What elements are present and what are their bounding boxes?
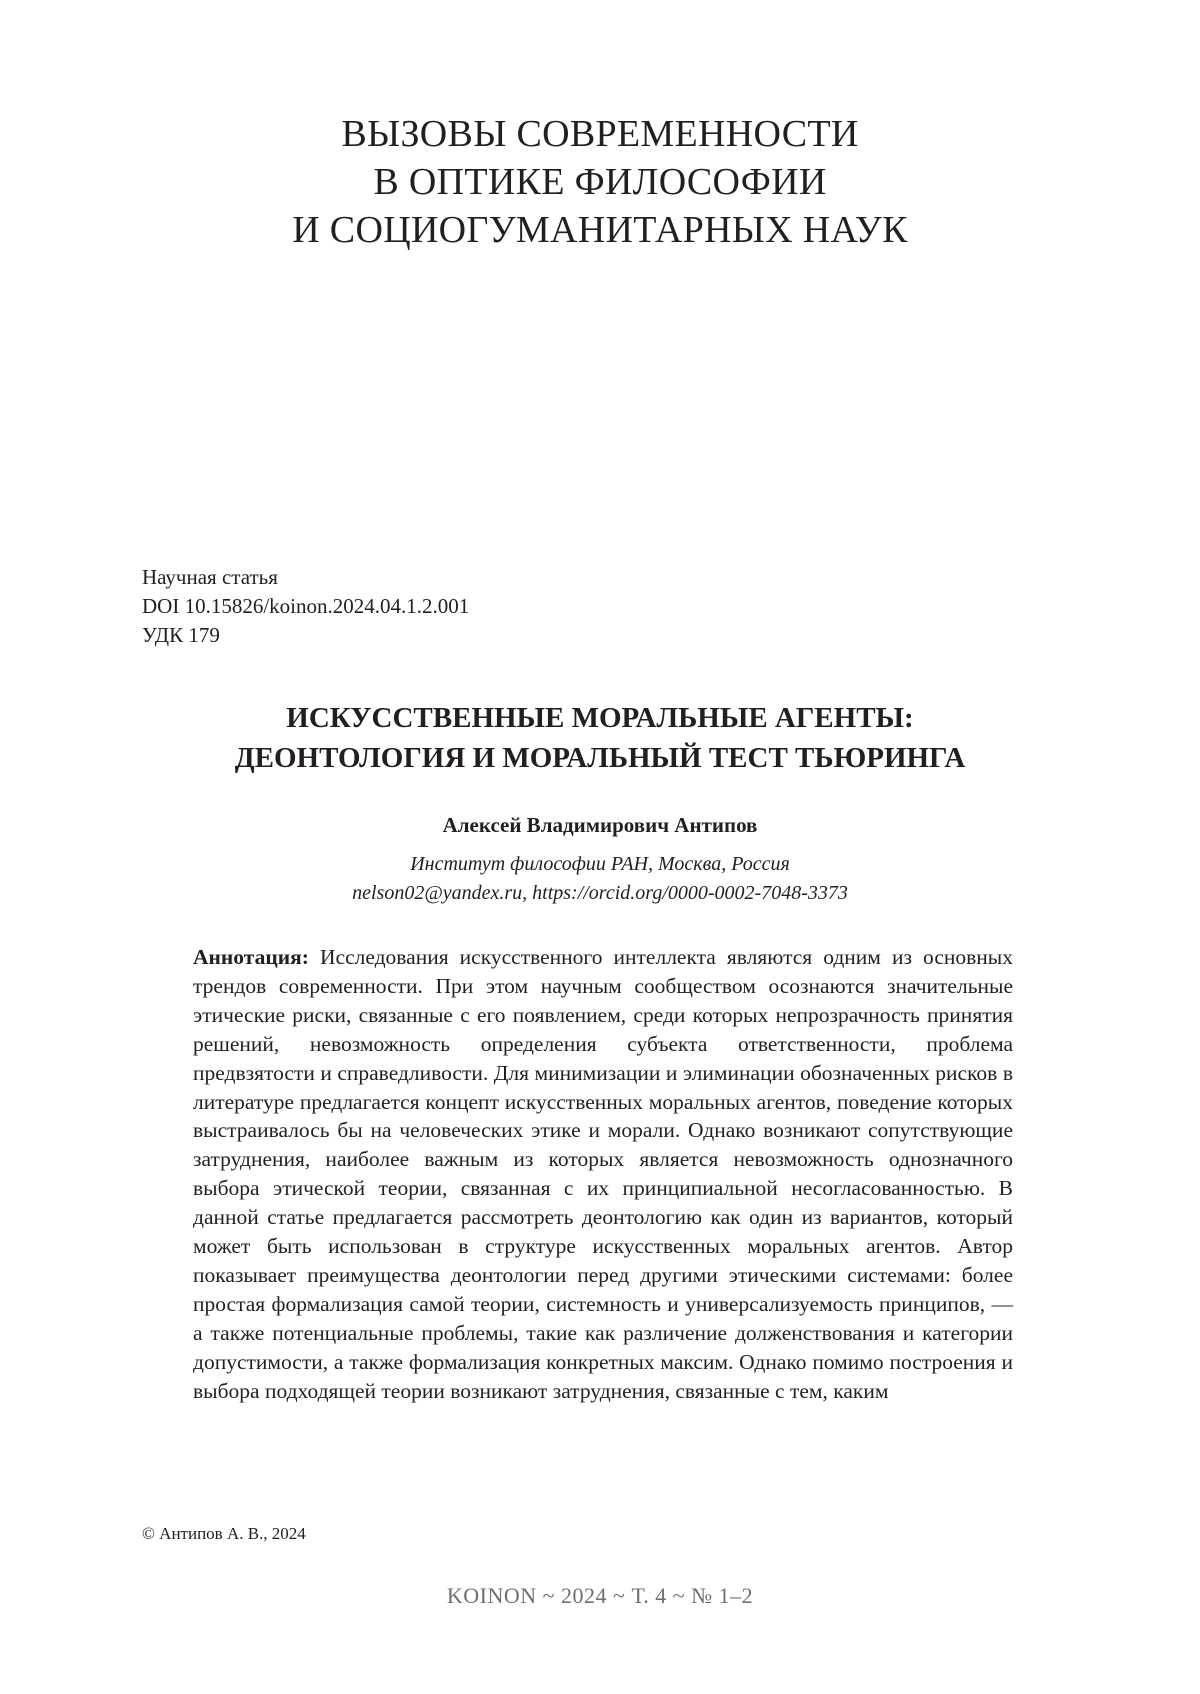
author-affiliation-block (0, 850, 1200, 908)
abstract (193, 943, 1013, 1406)
abstract-text: Исследования искусственного интеллекта являются одним из основных трендов современности. При этом научным сообществом осозна­ются значительные этические риски, связанные с его появлением, среди кото­рых непрозрачность принятия решений, невозможность определения субъекта ответственности, проблема предвзятости и справедливости. Для минимиза­ции и элиминации обозначенных рисков в литературе предлагается концепт искусственных моральных агентов, поведение которых выстраивалось бы на человеческих этике и морали. Однако возникают сопутствующие затруд­нения, наиболее важным из которых является невозможность однозначного выбора этической теории, связанная с их принципиальной несогласован­ностью. В данной статье предлагается рассмотреть деонтологию как один из вариантов, который может быть использован в структуре искусственных моральных агентов. Автор показывает преимущества деонтологии перед дру­гими этическими системами: более простая формализация самой теории, системность и универсализуемость принципов, — а также потенциальные проблемы, такие как различение долженствования и категории допустимо­сти, а также формализация конкретных максим. Однако помимо построения и выбора подходящей теории возникают затруднения, связанные с тем, каким (193, 945, 1013, 1403)
author-contacts: nelson02@yandex.ru, https://orcid.org/0000-0002-7048-3373 (0, 879, 1200, 908)
author-name: Алексей Владимирович Антипов (0, 810, 1200, 840)
doi: DOI 10.15826/koinon.2024.04.1.2.001 (142, 592, 469, 621)
section-heading (0, 110, 1200, 254)
copyright: © Антипов А. В., 2024 (142, 1522, 306, 1546)
section-heading-line: ВЫЗОВЫ СОВРЕМЕННОСТИ (0, 110, 1200, 158)
udk: УДК 179 (142, 621, 469, 650)
article-title-line: ДЕОНТОЛОГИЯ И МОРАЛЬНЫЙ ТЕСТ ТЬЮРИНГА (0, 738, 1200, 778)
section-heading-line: И СОЦИОГУМАНИТАРНЫХ НАУК (0, 206, 1200, 254)
article-title-line: ИСКУССТВЕННЫЕ МОРАЛЬНЫЕ АГЕНТЫ: (0, 698, 1200, 738)
article-title (0, 698, 1200, 778)
affiliation: Институт философии РАН, Москва, Россия (0, 850, 1200, 879)
abstract-label: Аннотация: (193, 945, 309, 969)
journal-footer: KOINON ~ 2024 ~ Т. 4 ~ № 1–2 (0, 1581, 1200, 1611)
article-meta (142, 563, 469, 650)
article-type: Научная статья (142, 563, 469, 592)
section-heading-line: В ОПТИКЕ ФИЛОСОФИИ (0, 158, 1200, 206)
